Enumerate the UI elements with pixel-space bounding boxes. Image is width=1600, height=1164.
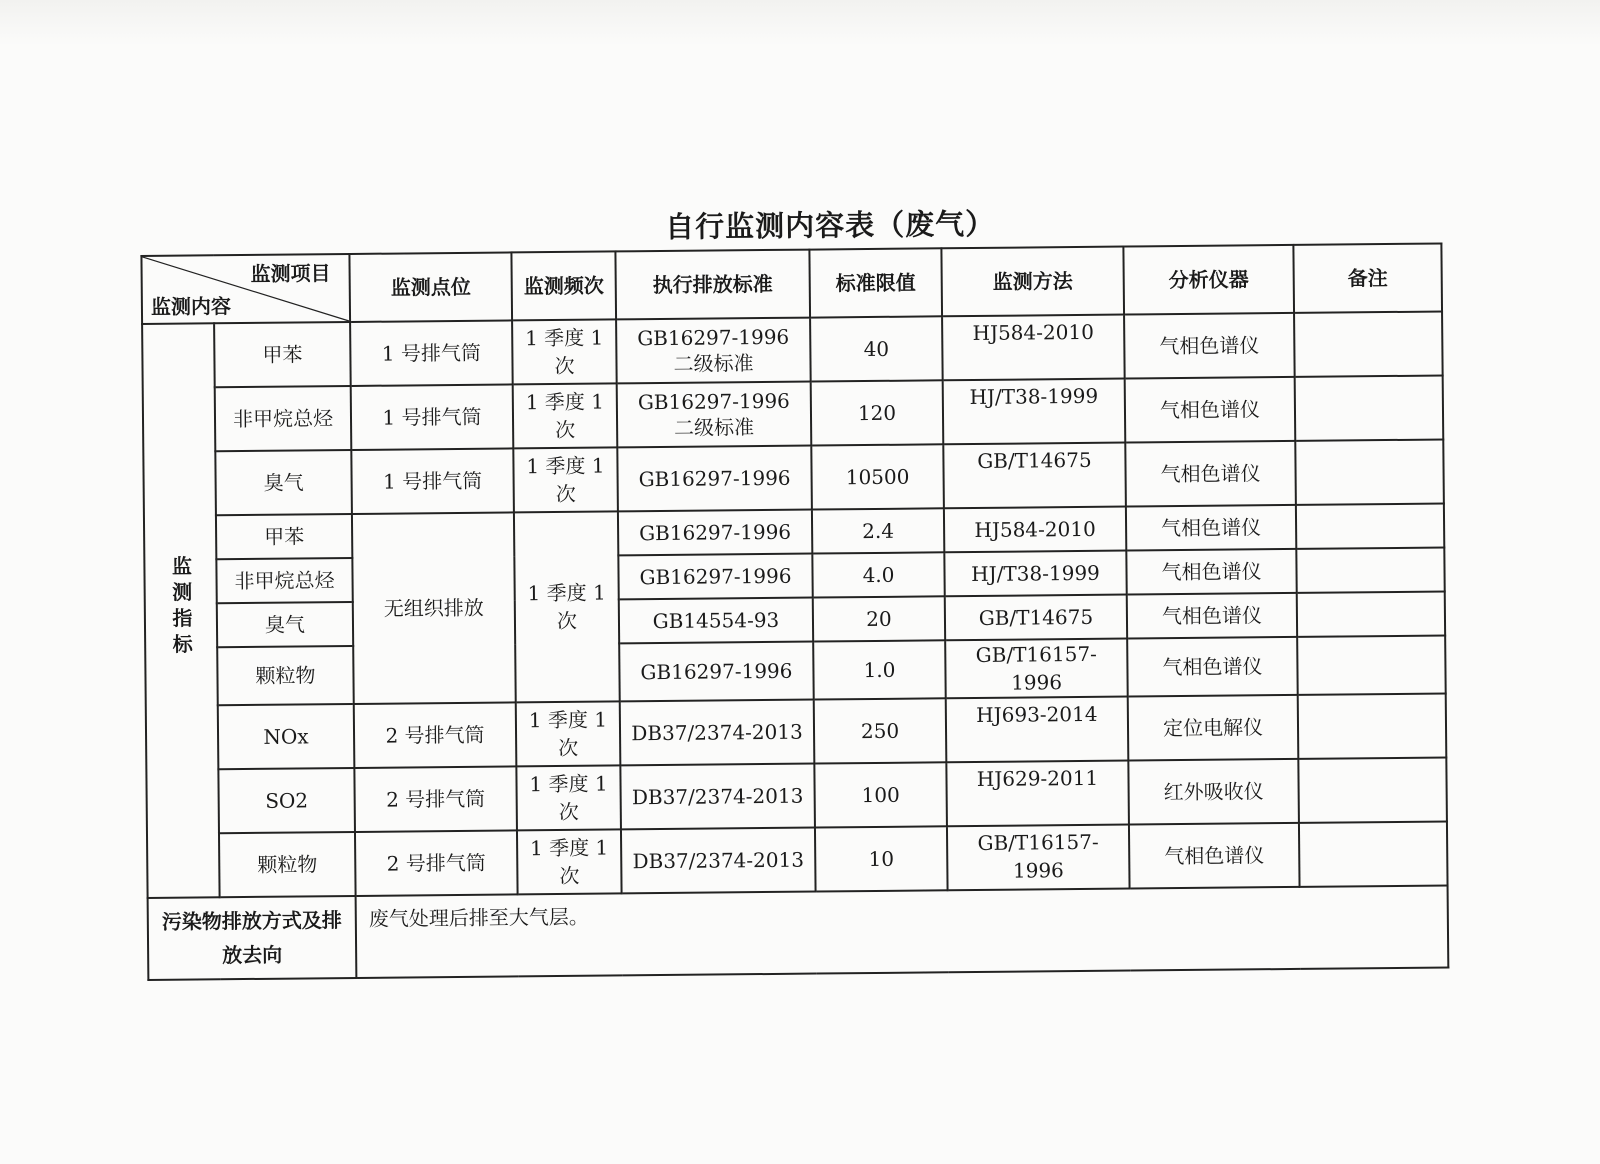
method-cell: HJ/T38-1999 bbox=[944, 551, 1126, 597]
remark-cell bbox=[1296, 547, 1444, 592]
instrument-cell: 气相色谱仪 bbox=[1127, 637, 1298, 697]
item-cell: 甲苯 bbox=[216, 514, 352, 559]
frequency-cell: 1 季度 1 次 bbox=[516, 765, 621, 830]
footer-row bbox=[148, 885, 1449, 979]
frequency-cell: 1 季度 1 次 bbox=[514, 511, 620, 702]
group-label-cell bbox=[142, 323, 220, 898]
remark-cell bbox=[1298, 757, 1447, 822]
instrument-cell: 气相色谱仪 bbox=[1126, 549, 1296, 595]
instrument-cell: 气相色谱仪 bbox=[1125, 441, 1296, 507]
standard-cell: GB16297-1996 bbox=[617, 446, 812, 512]
method-cell: GB/T14675 bbox=[943, 443, 1126, 509]
point-cell: 1 号排气筒 bbox=[350, 320, 513, 386]
method-cell: HJ/T38-1999 bbox=[943, 379, 1126, 445]
remark-cell bbox=[1297, 635, 1446, 694]
method-cell: HJ629-2011 bbox=[946, 761, 1129, 827]
point-cell: 2 号排气筒 bbox=[354, 766, 517, 832]
standard-code: GB16297-1996 bbox=[637, 324, 790, 351]
method-cell: HJ693-2014 bbox=[946, 697, 1129, 763]
limit-cell: 4.0 bbox=[812, 552, 944, 597]
remark-cell bbox=[1297, 591, 1445, 636]
header-limit: 标准限值 bbox=[809, 248, 942, 317]
instrument-cell: 气相色谱仪 bbox=[1124, 313, 1295, 379]
item-cell: 非甲烷总烃 bbox=[215, 386, 352, 451]
method-cell: GB/T14675 bbox=[945, 595, 1127, 641]
method-cell: HJ584-2010 bbox=[942, 315, 1125, 381]
item-cell: 臭气 bbox=[215, 450, 352, 515]
standard-cell bbox=[617, 382, 812, 448]
standard-cell: GB16297-1996 bbox=[618, 554, 812, 600]
frequency-cell: 1 季度 1 次 bbox=[513, 383, 618, 448]
limit-cell: 100 bbox=[814, 762, 947, 827]
instrument-cell: 气相色谱仪 bbox=[1129, 823, 1300, 889]
header-content: 监测内容 bbox=[150, 294, 232, 319]
item-cell: NOx bbox=[218, 704, 355, 769]
frequency-cell: 1 季度 1 次 bbox=[516, 701, 621, 766]
standard-note: 二级标准 bbox=[673, 351, 754, 376]
standard-cell: DB37/2374-2013 bbox=[621, 828, 816, 894]
standard-note: 二级标准 bbox=[674, 415, 755, 440]
limit-cell: 1.0 bbox=[813, 640, 946, 699]
header-frequency: 监测频次 bbox=[511, 251, 616, 320]
item-cell: SO2 bbox=[218, 768, 355, 833]
frequency-cell: 1 季度 1 次 bbox=[517, 829, 622, 894]
frequency-cell: 1 季度 1 次 bbox=[513, 447, 618, 512]
item-cell: 甲苯 bbox=[214, 322, 351, 387]
remark-cell bbox=[1296, 503, 1444, 548]
item-cell: 非甲烷总烃 bbox=[216, 558, 352, 603]
standard-cell: GB16297-1996 bbox=[618, 510, 812, 556]
scan-edge bbox=[0, 0, 1600, 46]
standard-cell: DB37/2374-2013 bbox=[620, 700, 815, 766]
limit-cell: 120 bbox=[811, 380, 944, 445]
limit-cell: 20 bbox=[813, 596, 945, 641]
limit-cell: 40 bbox=[810, 316, 943, 381]
instrument-cell: 气相色谱仪 bbox=[1125, 377, 1296, 443]
standard-cell: GB16297-1996 bbox=[619, 642, 814, 702]
remark-cell bbox=[1295, 440, 1444, 505]
header-point: 监测点位 bbox=[349, 252, 512, 322]
method-cell: GB/T16157-1996 bbox=[947, 825, 1130, 891]
method-cell: GB/T16157-1996 bbox=[945, 639, 1128, 699]
remark-cell bbox=[1295, 376, 1444, 441]
header-row bbox=[141, 244, 1442, 324]
item-cell: 臭气 bbox=[217, 602, 353, 647]
header-method: 监测方法 bbox=[941, 247, 1124, 317]
limit-cell: 250 bbox=[814, 698, 947, 763]
point-cell: 1 号排气筒 bbox=[351, 448, 514, 514]
monitoring-sheet bbox=[140, 198, 1447, 981]
instrument-cell: 气相色谱仪 bbox=[1127, 593, 1297, 639]
header-item: 监测项目 bbox=[250, 261, 331, 286]
monitoring-table bbox=[140, 242, 1449, 980]
method-cell: HJ584-2010 bbox=[944, 507, 1126, 553]
limit-cell: 2.4 bbox=[812, 508, 944, 553]
instrument-cell: 气相色谱仪 bbox=[1126, 505, 1296, 551]
instrument-cell: 定位电解仪 bbox=[1128, 695, 1299, 761]
item-cell: 颗粒物 bbox=[217, 646, 354, 705]
discharge-method-label: 污染物排放方式及排放去向 bbox=[148, 896, 357, 980]
limit-cell: 10 bbox=[815, 826, 948, 891]
standard-cell: DB37/2374-2013 bbox=[620, 764, 815, 830]
header-remark: 备注 bbox=[1293, 244, 1442, 313]
remark-cell bbox=[1299, 821, 1448, 886]
item-cell: 颗粒物 bbox=[219, 832, 356, 897]
instrument-cell: 红外吸收仪 bbox=[1128, 759, 1299, 825]
limit-cell: 10500 bbox=[811, 444, 944, 509]
point-cell: 无组织排放 bbox=[352, 512, 516, 704]
header-standard: 执行排放标准 bbox=[615, 250, 810, 320]
point-cell: 1 号排气筒 bbox=[351, 384, 514, 450]
frequency-cell: 1 季度 1 次 bbox=[512, 319, 617, 384]
standard-cell bbox=[616, 318, 811, 384]
diagonal-header-cell bbox=[141, 254, 350, 324]
point-cell: 2 号排气筒 bbox=[355, 830, 518, 896]
point-cell: 2 号排气筒 bbox=[354, 702, 517, 768]
group-label: 监测指标 bbox=[168, 555, 194, 660]
remark-cell bbox=[1298, 693, 1447, 758]
header-instrument: 分析仪器 bbox=[1123, 245, 1294, 315]
remark-cell bbox=[1294, 312, 1443, 377]
standard-code: GB16297-1996 bbox=[637, 388, 790, 415]
document-title: 自行监测内容表（废气） bbox=[665, 206, 996, 244]
discharge-method-value: 废气处理后排至大气层。 bbox=[356, 885, 1449, 977]
standard-cell: GB14554-93 bbox=[619, 598, 813, 644]
